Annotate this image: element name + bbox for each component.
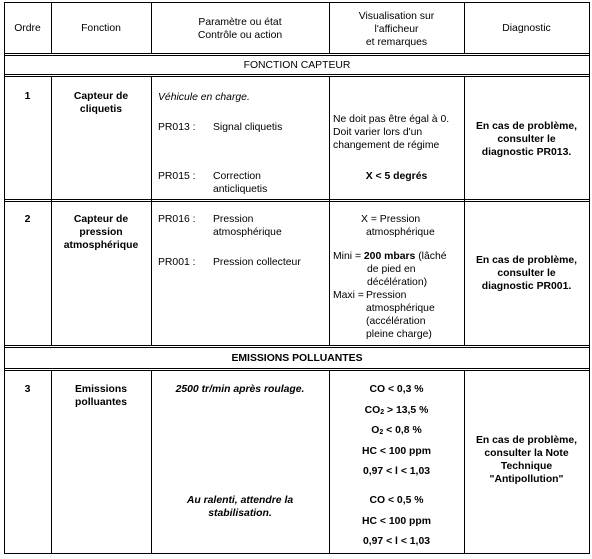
section-divider (4, 370, 590, 371)
emission-value-part: < 0,8 % (383, 425, 422, 436)
section-divider (4, 76, 590, 77)
maxi-line: (accélération (366, 316, 426, 327)
diagnostic-line: consulter le (497, 268, 556, 279)
param-label: Pression collecteur (213, 257, 301, 268)
row-condition: stabilisation. (208, 508, 272, 519)
emission-value-part: O (371, 425, 380, 436)
row-divider (4, 199, 590, 200)
param-code: PR013 : (158, 122, 196, 133)
mini-line: de pied en (367, 264, 416, 275)
diagnostic-line: consulter la Note (484, 448, 569, 459)
diagnostic-line: Technique (500, 461, 553, 472)
maxi-line: atmosphérique (366, 303, 435, 314)
header-parametre-line1: Paramètre ou état (198, 17, 282, 28)
row-condition: Au ralenti, attendre la (186, 495, 294, 506)
header-parametre-line2: Contrôle ou action (197, 30, 283, 41)
row-ordre: 2 (24, 214, 31, 225)
param-code: PR016 : (158, 214, 196, 225)
row-fonction-line1: Capteur de (73, 214, 129, 225)
row-fonction-line2: cliquetis (79, 104, 123, 115)
diagnostic-line: En cas de problème, (475, 121, 578, 132)
remark-value: X < 5 degrés (365, 171, 428, 182)
header-visualisation-line2: l'afficheur (374, 24, 419, 35)
col-divider (464, 76, 465, 345)
param-label: Signal cliquetis (213, 122, 283, 133)
emission-value: CO < 0,3 % (369, 384, 424, 395)
emission-subscript: 2 (379, 429, 384, 436)
table-border-top (4, 2, 590, 3)
col-divider (151, 76, 152, 345)
header-fonction: Fonction (81, 23, 121, 34)
col-divider (51, 76, 52, 345)
table-border-right (589, 2, 590, 553)
row-divider (4, 201, 590, 202)
diagnostic-line: diagnostic PR013. (481, 147, 572, 158)
header-diagnostic: Diagnostic (502, 23, 551, 34)
emission-value (329, 404, 464, 417)
row-condition: Véhicule en charge. (158, 92, 250, 103)
row-ordre: 1 (24, 91, 31, 102)
table-border-left (4, 2, 5, 553)
remark-line: Ne doit pas être égal à 0. (333, 114, 450, 125)
section-title-fonction-capteur: FONCTION CAPTEUR (243, 60, 351, 71)
table-border-bottom (4, 553, 590, 554)
param-code: PR001 : (158, 257, 196, 268)
row-fonction-line1: Emissions (75, 384, 127, 395)
header-visualisation-line3: et remarques (365, 37, 428, 48)
header-divider (4, 53, 590, 54)
row-divider (4, 347, 590, 348)
maxi-line: Pression (366, 290, 407, 301)
section-divider (4, 74, 590, 75)
mini-rest: (lâché (415, 251, 447, 262)
emission-value (329, 424, 464, 437)
diagnostic-line: En cas de problème, (475, 435, 578, 446)
section-title-emissions-polluantes: EMISSIONS POLLUANTES (231, 353, 363, 364)
col-divider (329, 76, 330, 345)
row-fonction-line1: Capteur de (73, 91, 129, 102)
header-divider-2 (4, 55, 590, 56)
mini-label: Mini = (333, 251, 362, 262)
maxi-label: Maxi = (333, 290, 364, 301)
param-label: Correction (213, 171, 261, 182)
diagnostic-line: En cas de problème, (475, 255, 578, 266)
row-fonction-line2: pression (79, 227, 123, 238)
emission-value: CO < 0,5 % (369, 495, 424, 506)
emission-subscript: 2 (380, 409, 385, 416)
param-label: atmosphérique (213, 227, 282, 238)
row-fonction-line2: polluantes (75, 397, 127, 408)
emission-value: 0,97 < l < 1,03 (362, 466, 431, 477)
remark-line: X = Pression (361, 214, 421, 225)
remark-line: changement de régime (333, 140, 440, 151)
param-label: Pression (213, 214, 254, 225)
diagnostic-line: "Antipollution" (489, 474, 564, 485)
diagnostic-line: consulter le (497, 134, 556, 145)
section-divider (4, 368, 590, 369)
mini-value: 200 mbars (363, 251, 416, 262)
remark-line: atmosphérique (366, 227, 435, 238)
col-divider (151, 370, 152, 553)
header-ordre: Ordre (14, 23, 41, 34)
mini-line (333, 250, 447, 263)
mini-line: décélération) (367, 277, 428, 288)
emission-value-part: CO (364, 405, 381, 416)
row-fonction-line3: atmosphérique (63, 240, 139, 251)
row-ordre: 3 (24, 384, 31, 395)
emission-value: HC < 100 ppm (361, 446, 431, 457)
emission-value-part: > 13,5 % (384, 405, 429, 416)
remark-line: Doit varier lors d'un (333, 127, 423, 138)
param-label: anticliquetis (213, 184, 268, 195)
row-condition: 2500 tr/min après roulage. (175, 384, 305, 395)
diagnostic-line: diagnostic PR001. (481, 281, 572, 292)
param-code: PR015 : (158, 171, 196, 182)
emission-value: HC < 100 ppm (361, 516, 431, 527)
maxi-line: pleine charge) (366, 329, 432, 340)
row-divider (4, 345, 590, 346)
emission-value: 0,97 < l < 1,03 (362, 536, 431, 547)
header-visualisation-line1: Visualisation sur (358, 11, 435, 22)
